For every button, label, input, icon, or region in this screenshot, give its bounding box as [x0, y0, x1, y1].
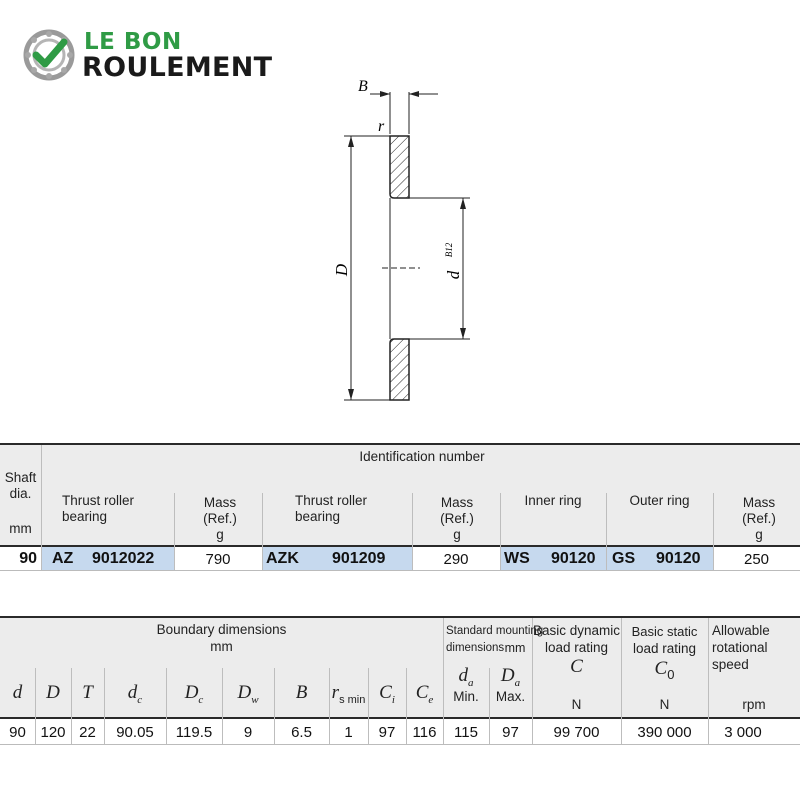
logo-line-1: LE BON [84, 29, 182, 55]
inner-ring-header: Inner ring [524, 493, 582, 508]
mass-header-3: Mass (Ref.) [742, 495, 776, 526]
val-D: 120 [40, 724, 66, 741]
az-number: 9012022 [92, 550, 155, 567]
Dw: D [237, 682, 252, 703]
mass-unit-1: g [216, 527, 224, 542]
val-Dc: 119.5 [175, 724, 213, 741]
col-B: B [295, 682, 308, 703]
thrust-bearing-header-2: Thrust roller bearing [295, 493, 368, 524]
load-rating-header-2: load rating [632, 641, 697, 656]
rs: r [331, 682, 340, 703]
Da: D [500, 665, 515, 686]
col-Ci [368, 683, 406, 710]
basic-dynamic-header: Basic dynamic [532, 623, 621, 638]
Dw-sub: w [251, 693, 259, 706]
val-speed: 3 000 [724, 724, 762, 741]
load-rating-header-1: load rating [544, 640, 609, 655]
dimensions-unit: mm [504, 641, 526, 655]
boundary-unit: mm [210, 639, 233, 654]
Dc: D [184, 682, 199, 703]
dim-B-label: B [358, 78, 368, 95]
col-Ce [406, 683, 443, 710]
ws-number: 90120 [551, 550, 596, 567]
dc: d [127, 682, 138, 703]
mass-value-3: 250 [743, 551, 770, 568]
val-C: 99 700 [553, 724, 600, 741]
Ci-sub: i [391, 693, 395, 706]
val-T: 22 [79, 724, 96, 741]
speed-unit: rpm [742, 697, 766, 712]
da-sub: a [468, 676, 474, 689]
val-Ce: 116 [412, 724, 437, 741]
val-rs: 1 [344, 724, 353, 741]
C-symbol: C [570, 656, 583, 677]
dim-r-label: r [378, 118, 385, 135]
val-Da: 97 [502, 724, 519, 741]
ws-prefix: WS [504, 550, 530, 567]
C-unit: N [571, 697, 582, 712]
da: d [458, 665, 468, 686]
dim-D-label: D [332, 263, 351, 277]
allowable-speed-header: Allowable rotational speed [712, 623, 770, 672]
col-D: D [46, 682, 60, 703]
col-T: T [82, 682, 93, 703]
val-d: 90 [9, 724, 26, 741]
az-prefix: AZ [52, 550, 74, 567]
Ce-sub: e [428, 693, 434, 706]
col-dc [104, 683, 166, 710]
val-B: 6.5 [291, 724, 312, 741]
dim-d-tolerance: B12 [444, 242, 454, 258]
col-rs [329, 683, 368, 710]
col-da-label: Min. [453, 689, 479, 704]
mass-header-1: Mass (Ref.) [203, 495, 237, 526]
val-C0: 390 000 [637, 724, 692, 741]
thrust-bearing-header-1: Thrust roller bearing [62, 493, 135, 524]
gs-number: 90120 [656, 550, 701, 567]
C0-symbol [621, 659, 708, 685]
azk-number: 901209 [332, 550, 386, 567]
shaft-dia-header: Shaft dia. [4, 470, 37, 501]
boundary-dimensions-header: Boundary dimensions [156, 622, 287, 637]
mass-unit-2: g [453, 527, 461, 542]
Ci: C [379, 682, 392, 703]
C0-unit: N [659, 697, 670, 712]
val-da: 115 [454, 724, 478, 741]
standard-mounting-header: Standard mounting [446, 625, 544, 637]
Dc-sub: c [198, 693, 204, 706]
col-d: d [12, 682, 23, 703]
col-Da-label: Max. [495, 689, 526, 704]
col-Dc [166, 683, 222, 710]
mass-unit-3: g [755, 527, 763, 542]
shaft-unit: mm [9, 521, 32, 536]
val-Ci: 97 [378, 724, 396, 741]
C0: C [654, 658, 668, 679]
Ce: C [415, 682, 429, 703]
mass-header-2: Mass (Ref.) [440, 495, 474, 526]
gs-prefix: GS [612, 550, 636, 567]
azk-prefix: AZK [266, 550, 299, 567]
dim-d-label: d [444, 270, 463, 280]
Da-sub: a [514, 676, 521, 689]
C0-sub: 0 [667, 666, 675, 682]
dc-sub: c [137, 693, 143, 706]
shaft-value: 90 [19, 550, 37, 567]
mass-value-1: 790 [205, 551, 231, 568]
rs-sub: s min [339, 693, 366, 706]
outer-ring-header: Outer ring [629, 493, 690, 508]
dimensions-header: dimensions [446, 642, 505, 654]
val-Dw: 9 [243, 724, 253, 741]
logo-line-2: ROULEMENT [82, 52, 273, 83]
identification-header: Identification number [359, 449, 485, 464]
val-dc: 90.05 [116, 724, 154, 741]
basic-static-header: Basic static [631, 624, 698, 639]
mass-value-2: 290 [443, 551, 469, 568]
col-Dw [222, 683, 274, 710]
